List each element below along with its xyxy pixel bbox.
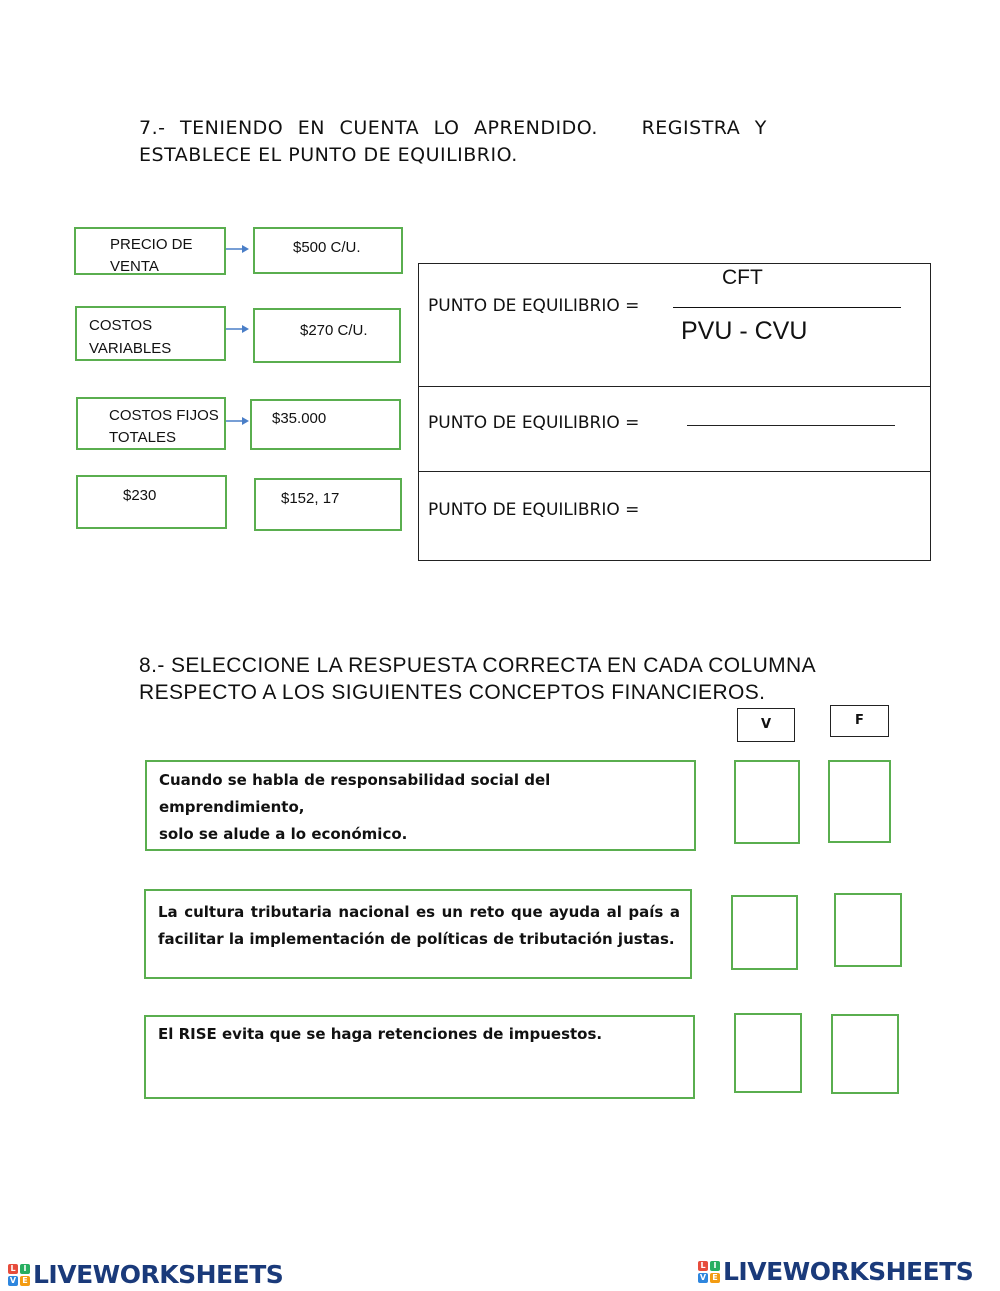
answer-box-f-1[interactable] — [828, 760, 891, 843]
equation-label-2: PUNTO DE EQUILIBRIO = — [428, 413, 640, 433]
logo-text-right: LIVEWORKSHEETS — [723, 1257, 974, 1286]
answer-box-v-2[interactable] — [731, 895, 798, 970]
precio-label-line2: VENTA — [110, 258, 159, 275]
q7-title — [139, 115, 859, 169]
equation-table — [418, 263, 931, 561]
equation-row-2 — [419, 387, 930, 472]
label-box-precio-venta — [74, 227, 226, 275]
q8-title-line1: 8.- SELECCIONE LA RESPUESTA CORRECTA EN CADA COLUMNA — [139, 654, 817, 677]
value-35000: $35.000 — [272, 410, 327, 427]
answer-box-f-3[interactable] — [831, 1014, 899, 1094]
costos-fijos-line2: TOTALES — [109, 429, 176, 446]
statement-2-line2: facilitar la implementación de políticas de tributación justas. — [158, 930, 675, 948]
label-box-230 — [76, 475, 227, 529]
liveworksheets-logo-left — [8, 1260, 283, 1289]
value-152: $152, 17 — [281, 490, 340, 507]
column-header-v: V — [737, 708, 795, 742]
equation-denominator: PVU - CVU — [681, 317, 808, 345]
value-box-152[interactable] — [254, 478, 402, 531]
arrow-right-icon — [226, 244, 250, 254]
equation-label-1: PUNTO DE EQUILIBRIO = — [428, 296, 640, 316]
statement-2-line1: La cultura tributaria nacional es un reto que ayuda al país a — [158, 903, 680, 921]
costos-variables-line1: COSTOS — [89, 317, 153, 334]
q7-title-line2: ESTABLECE EL PUNTO DE EQUILIBRIO. — [139, 144, 518, 166]
statement-3 — [144, 1015, 695, 1099]
value-box-costos-fijos[interactable] — [250, 399, 401, 450]
column-header-f: F — [830, 705, 889, 737]
statement-3-line1: El RISE evita que se haga retenciones de impuestos. — [158, 1025, 603, 1043]
equation-label-3: PUNTO DE EQUILIBRIO = — [428, 500, 640, 520]
equation-row-3 — [419, 472, 930, 560]
statement-2 — [144, 889, 692, 979]
statement-1-line1: Cuando se habla de responsabilidad social del emprendimiento, — [159, 771, 551, 816]
equation-row-1 — [419, 264, 930, 387]
answer-line[interactable] — [687, 425, 895, 426]
fraction-line — [673, 307, 901, 308]
arrow-right-icon — [226, 324, 250, 334]
logo-grid-icon: L I V E — [698, 1261, 720, 1283]
statement-1 — [145, 760, 696, 851]
value-270: $270 C/U. — [300, 322, 368, 339]
liveworksheets-logo-right — [698, 1257, 973, 1286]
value-box-costos-variables[interactable] — [253, 308, 401, 363]
label-box-costos-variables — [75, 306, 226, 361]
value-box-precio[interactable] — [253, 227, 403, 274]
value-500: $500 C/U. — [293, 239, 361, 256]
answer-box-v-1[interactable] — [734, 760, 800, 844]
value-230: $230 — [123, 487, 157, 504]
q8-title — [139, 652, 879, 706]
costos-fijos-line1: COSTOS FIJOS — [109, 407, 219, 424]
answer-box-f-2[interactable] — [834, 893, 902, 967]
label-box-costos-fijos — [76, 397, 226, 450]
equation-numerator: CFT — [722, 266, 763, 289]
costos-variables-line2: VARIABLES — [89, 340, 172, 357]
precio-label-line1: PRECIO DE — [110, 236, 193, 253]
logo-text-left: LIVEWORKSHEETS — [33, 1260, 284, 1289]
statement-1-line2: solo se alude a lo económico. — [159, 825, 408, 843]
q7-title-line1: 7.- TENIENDO EN CUENTA LO APRENDIDO. REGISTRA Y — [139, 117, 767, 139]
arrow-right-icon — [226, 416, 250, 426]
answer-box-v-3[interactable] — [734, 1013, 802, 1093]
logo-grid-icon: L I V E — [8, 1264, 30, 1286]
q8-title-line2: RESPECTO A LOS SIGUIENTES CONCEPTOS FINANCIEROS. — [139, 681, 766, 704]
